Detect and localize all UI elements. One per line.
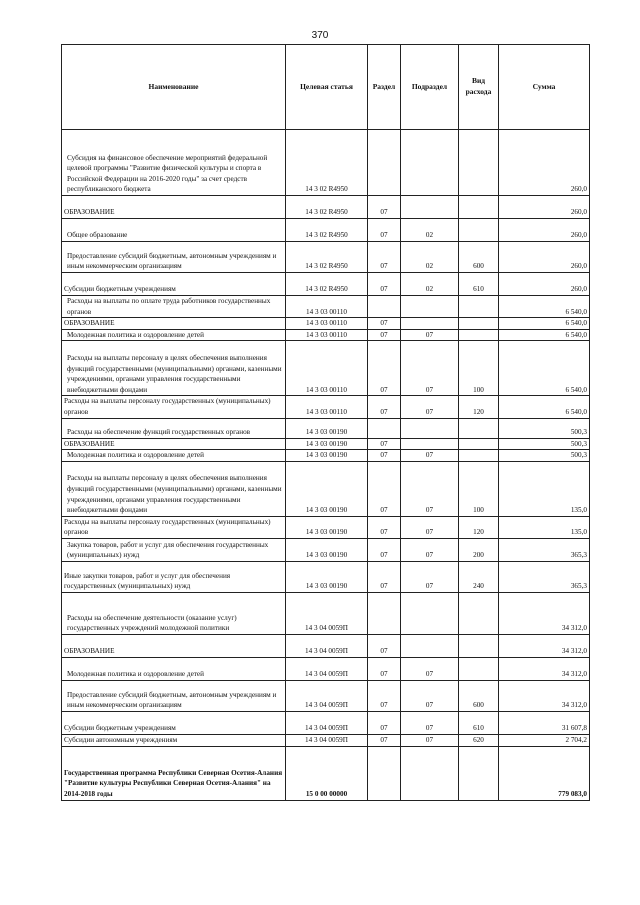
cell-section: 07 xyxy=(368,680,401,711)
cell-sum: 135,0 xyxy=(499,516,590,538)
cell-subsection: 02 xyxy=(401,219,459,242)
cell-expense-type: 610 xyxy=(459,711,499,734)
cell-name: Молодежная политика и оздоровление детей xyxy=(62,657,286,680)
cell-name: Молодежная политика и оздоровление детей xyxy=(62,450,286,462)
cell-subsection: 07 xyxy=(401,734,459,746)
cell-expense-type xyxy=(459,592,499,634)
cell-code: 14 3 03 00110 xyxy=(286,296,368,318)
cell-code: 14 3 04 0059П xyxy=(286,657,368,680)
cell-section: 07 xyxy=(368,219,401,242)
cell-subsection: 07 xyxy=(401,516,459,538)
cell-subsection: 07 xyxy=(401,657,459,680)
table-row xyxy=(62,396,590,418)
cell-code: 14 3 03 00190 xyxy=(286,461,368,516)
cell-subsection xyxy=(401,438,459,450)
cell-name: Государственная программа Республики Северная Осетия-Алания "Развитие культуры Республики Северная Осетия-Алания" на 2014-2018 годы xyxy=(62,746,286,800)
table-row xyxy=(62,561,590,592)
cell-expense-type xyxy=(459,130,499,196)
table-row xyxy=(62,196,590,219)
table-row xyxy=(62,329,590,341)
cell-sum: 31 607,8 xyxy=(499,711,590,734)
cell-expense-type: 200 xyxy=(459,538,499,561)
cell-code: 14 3 03 00110 xyxy=(286,329,368,341)
cell-name: Расходы на выплаты персоналу государственных (муниципальных) органов xyxy=(62,516,286,538)
cell-sum: 260,0 xyxy=(499,130,590,196)
table-row xyxy=(62,680,590,711)
cell-section: 07 xyxy=(368,461,401,516)
cell-code: 14 3 02 R4950 xyxy=(286,196,368,219)
cell-subsection xyxy=(401,746,459,800)
table-row xyxy=(62,657,590,680)
cell-expense-type xyxy=(459,296,499,318)
cell-code: 14 3 03 00190 xyxy=(286,516,368,538)
cell-name: Субсидии автономным учреждениям xyxy=(62,734,286,746)
cell-sum: 260,0 xyxy=(499,242,590,273)
cell-code: 14 3 02 R4950 xyxy=(286,130,368,196)
table-row xyxy=(62,592,590,634)
cell-section: 07 xyxy=(368,657,401,680)
table-row xyxy=(62,438,590,450)
cell-sum: 6 540,0 xyxy=(499,296,590,318)
cell-name: Расходы на выплаты персоналу в целях обеспечения выполнения функций государственными (муниципальными) органами, казенными учреждениями, органами управления государственными внебюджетными фондами xyxy=(62,341,286,396)
cell-sum: 34 312,0 xyxy=(499,657,590,680)
cell-code: 14 3 03 00110 xyxy=(286,341,368,396)
cell-sum: 34 312,0 xyxy=(499,634,590,657)
cell-sum: 260,0 xyxy=(499,219,590,242)
cell-expense-type: 100 xyxy=(459,341,499,396)
cell-name: ОБРАЗОВАНИЕ xyxy=(62,438,286,450)
cell-sum: 2 704,2 xyxy=(499,734,590,746)
cell-subsection xyxy=(401,634,459,657)
cell-subsection xyxy=(401,296,459,318)
cell-name: ОБРАЗОВАНИЕ xyxy=(62,318,286,330)
cell-sum: 260,0 xyxy=(499,196,590,219)
page-number: 370 xyxy=(311,30,329,41)
cell-expense-type xyxy=(459,450,499,462)
cell-expense-type: 120 xyxy=(459,516,499,538)
cell-expense-type xyxy=(459,219,499,242)
cell-subsection: 02 xyxy=(401,273,459,296)
cell-expense-type: 120 xyxy=(459,396,499,418)
cell-code: 14 3 03 00190 xyxy=(286,450,368,462)
cell-subsection: 07 xyxy=(401,396,459,418)
cell-name: Иные закупки товаров, работ и услуг для обеспечения государственных (муниципальных) нужд xyxy=(62,561,286,592)
table-row xyxy=(62,242,590,273)
cell-expense-type: 100 xyxy=(459,461,499,516)
header-subsection: Подраздел xyxy=(401,45,459,130)
cell-section: 07 xyxy=(368,711,401,734)
cell-expense-type xyxy=(459,746,499,800)
cell-subsection: 07 xyxy=(401,461,459,516)
cell-subsection: 07 xyxy=(401,680,459,711)
table-row xyxy=(62,746,590,800)
cell-expense-type: 240 xyxy=(459,561,499,592)
cell-sum: 34 312,0 xyxy=(499,592,590,634)
cell-subsection: 07 xyxy=(401,561,459,592)
table-row xyxy=(62,130,590,196)
cell-section: 07 xyxy=(368,438,401,450)
table-row xyxy=(62,516,590,538)
cell-expense-type xyxy=(459,657,499,680)
cell-section: 07 xyxy=(368,329,401,341)
cell-expense-type xyxy=(459,438,499,450)
table-row xyxy=(62,219,590,242)
cell-name: Расходы на обеспечение деятельности (оказание услуг) государственных учреждений молодежной политики xyxy=(62,592,286,634)
cell-code: 14 3 03 00110 xyxy=(286,318,368,330)
cell-name: Расходы на обеспечение функций государственных органов xyxy=(62,418,286,438)
cell-name: Закупка товаров, работ и услуг для обеспечения государственных (муниципальных) нужд xyxy=(62,538,286,561)
cell-sum: 779 083,0 xyxy=(499,746,590,800)
cell-name: ОБРАЗОВАНИЕ xyxy=(62,196,286,219)
cell-sum: 6 540,0 xyxy=(499,341,590,396)
cell-expense-type xyxy=(459,196,499,219)
cell-sum: 500,3 xyxy=(499,438,590,450)
cell-sum: 6 540,0 xyxy=(499,329,590,341)
cell-name: Расходы на выплаты по оплате труда работников государственных органов xyxy=(62,296,286,318)
table-row xyxy=(62,734,590,746)
cell-sum: 365,3 xyxy=(499,561,590,592)
cell-code: 14 3 04 0059П xyxy=(286,592,368,634)
cell-expense-type xyxy=(459,634,499,657)
cell-subsection: 07 xyxy=(401,341,459,396)
budget-table xyxy=(61,44,590,801)
table-row xyxy=(62,341,590,396)
cell-code: 14 3 03 00190 xyxy=(286,418,368,438)
cell-subsection xyxy=(401,130,459,196)
cell-code: 14 3 02 R4950 xyxy=(286,219,368,242)
cell-name: Субсидия на финансовое обеспечение мероприятий федеральной целевой программы "Развитие физической культуры и спорта в Российской Федерации на 2016-2020 годы" за счет средств республиканского бюджета xyxy=(62,130,286,196)
cell-section: 07 xyxy=(368,734,401,746)
table-row xyxy=(62,461,590,516)
cell-sum: 135,0 xyxy=(499,461,590,516)
cell-section xyxy=(368,418,401,438)
cell-section xyxy=(368,592,401,634)
table-header-row xyxy=(62,45,590,130)
cell-section: 07 xyxy=(368,242,401,273)
cell-name: Общее образование xyxy=(62,219,286,242)
header-sum: Сумма xyxy=(499,45,590,130)
cell-name: Предоставление субсидий бюджетным, автономным учреждениям и иным некоммерческим организациям xyxy=(62,680,286,711)
cell-code: 14 3 03 00190 xyxy=(286,538,368,561)
table-row xyxy=(62,273,590,296)
cell-code: 14 3 03 00190 xyxy=(286,438,368,450)
table-body xyxy=(62,130,590,801)
cell-name: Молодежная политика и оздоровление детей xyxy=(62,329,286,341)
cell-section xyxy=(368,746,401,800)
cell-code: 14 3 04 0059П xyxy=(286,734,368,746)
cell-sum: 6 540,0 xyxy=(499,396,590,418)
cell-code: 14 3 04 0059П xyxy=(286,634,368,657)
cell-name: Предоставление субсидий бюджетным, автономным учреждениям и иным некоммерческим организациям xyxy=(62,242,286,273)
cell-section: 07 xyxy=(368,196,401,219)
cell-subsection: 07 xyxy=(401,711,459,734)
cell-subsection xyxy=(401,592,459,634)
cell-expense-type: 610 xyxy=(459,273,499,296)
cell-name: Расходы на выплаты персоналу государственных (муниципальных) органов xyxy=(62,396,286,418)
cell-expense-type: 600 xyxy=(459,242,499,273)
cell-subsection: 07 xyxy=(401,329,459,341)
cell-section: 07 xyxy=(368,318,401,330)
cell-name: Расходы на выплаты персоналу в целях обеспечения выполнения функций государственными (муниципальными) органами, казенными учреждениями, органами управления государственными внебюджетными фондами xyxy=(62,461,286,516)
cell-expense-type xyxy=(459,418,499,438)
table-row xyxy=(62,711,590,734)
table-row xyxy=(62,538,590,561)
cell-section: 07 xyxy=(368,273,401,296)
cell-subsection: 07 xyxy=(401,538,459,561)
cell-sum: 6 540,0 xyxy=(499,318,590,330)
cell-section: 07 xyxy=(368,396,401,418)
cell-code: 14 3 02 R4950 xyxy=(286,242,368,273)
header-section: Раздел xyxy=(368,45,401,130)
cell-section: 07 xyxy=(368,341,401,396)
cell-expense-type: 620 xyxy=(459,734,499,746)
cell-expense-type xyxy=(459,329,499,341)
cell-sum: 365,3 xyxy=(499,538,590,561)
table-row xyxy=(62,450,590,462)
cell-code: 14 3 04 0059П xyxy=(286,711,368,734)
cell-sum: 34 312,0 xyxy=(499,680,590,711)
cell-section: 07 xyxy=(368,561,401,592)
cell-code: 15 0 00 00000 xyxy=(286,746,368,800)
cell-subsection: 02 xyxy=(401,242,459,273)
cell-section: 07 xyxy=(368,634,401,657)
cell-sum: 260,0 xyxy=(499,273,590,296)
table-row xyxy=(62,634,590,657)
cell-section: 07 xyxy=(368,538,401,561)
cell-code: 14 3 04 0059П xyxy=(286,680,368,711)
cell-section: 07 xyxy=(368,516,401,538)
cell-sum: 500,3 xyxy=(499,450,590,462)
cell-subsection xyxy=(401,196,459,219)
cell-expense-type xyxy=(459,318,499,330)
cell-subsection: 07 xyxy=(401,450,459,462)
cell-code: 14 3 02 R4950 xyxy=(286,273,368,296)
cell-name: Субсидии бюджетным учреждениям xyxy=(62,711,286,734)
cell-section: 07 xyxy=(368,450,401,462)
cell-sum: 500,3 xyxy=(499,418,590,438)
header-name: Наименование xyxy=(62,45,286,130)
cell-expense-type: 600 xyxy=(459,680,499,711)
cell-subsection xyxy=(401,418,459,438)
cell-code: 14 3 03 00110 xyxy=(286,396,368,418)
header-code: Целевая статья xyxy=(286,45,368,130)
cell-subsection xyxy=(401,318,459,330)
cell-name: Субсидии бюджетным учреждениям xyxy=(62,273,286,296)
table-row xyxy=(62,318,590,330)
cell-section xyxy=(368,130,401,196)
cell-name: ОБРАЗОВАНИЕ xyxy=(62,634,286,657)
table-row xyxy=(62,418,590,438)
table-row xyxy=(62,296,590,318)
cell-section xyxy=(368,296,401,318)
header-expense-type: Вид расхода xyxy=(459,45,499,130)
cell-code: 14 3 03 00190 xyxy=(286,561,368,592)
